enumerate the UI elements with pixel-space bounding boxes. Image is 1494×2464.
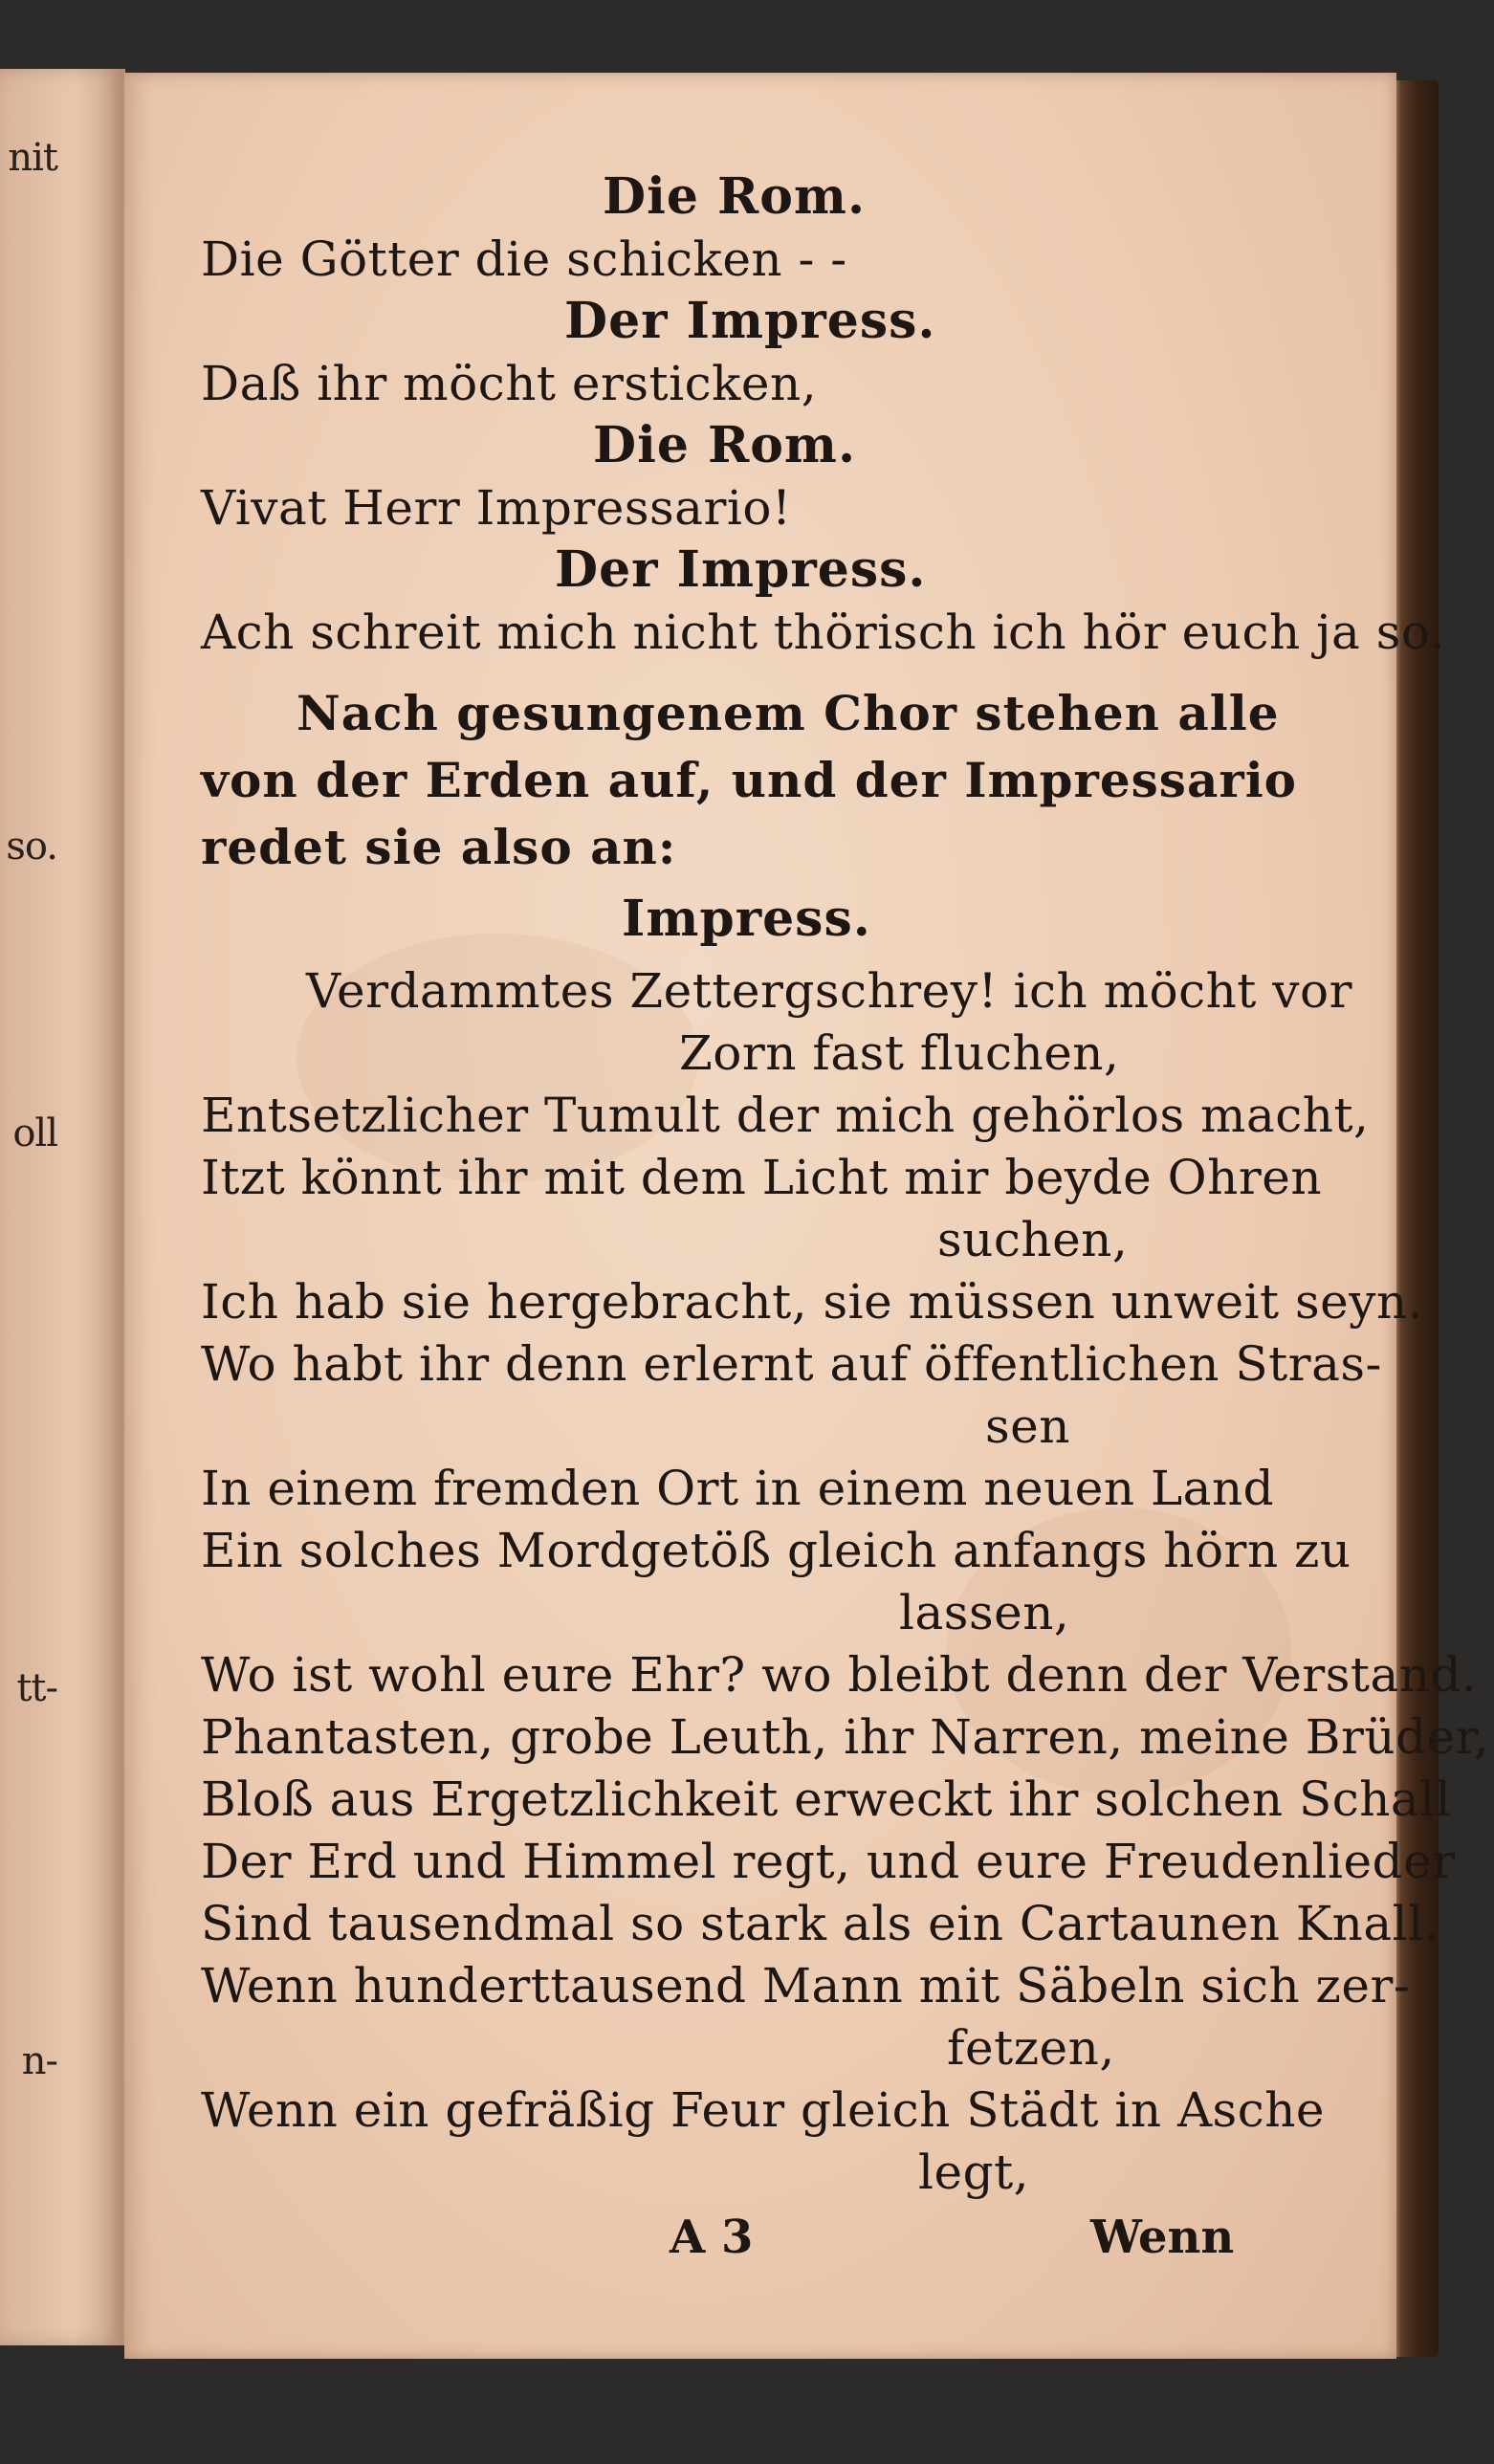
verse-line: Ein solches Mordgetöß gleich anfangs hörn zu xyxy=(201,1523,1351,1578)
verse-line: Sind tausendmal so stark als ein Cartaunen Knall. xyxy=(201,1896,1440,1951)
verse-line: Ach schreit mich nicht thörisch ich hör euch ja so. xyxy=(201,605,1446,660)
verse-line: Itzt könnt ihr mit dem Licht mir beyde Ohren xyxy=(201,1150,1323,1205)
verse-line: Vivat Herr Impressario! xyxy=(201,480,792,536)
verse-line: Bloß aus Ergetzlichkeit erweckt ihr solchen Schall xyxy=(201,1771,1452,1827)
verse-line: Wo habt ihr denn erlernt auf öffentlichen Stras- xyxy=(201,1336,1382,1392)
speaker-label: Der Impress. xyxy=(564,292,936,350)
verse-line-continuation: Zorn fast fluchen, xyxy=(679,1025,1120,1081)
left-page-fragment: nit xyxy=(8,136,57,180)
verse-line: Wenn ein gefräßig Feur gleich Städt in Asche xyxy=(201,2082,1326,2138)
verse-line: Verdammtes Zettergschrey! ich möcht vor xyxy=(306,963,1353,1019)
verse-line: In einem fremden Ort in einem neuen Land xyxy=(201,1461,1275,1516)
left-page-fragment: so. xyxy=(6,825,57,869)
stage-direction: redet sie also an: xyxy=(201,819,677,875)
left-page-fragment: oll xyxy=(12,1111,57,1155)
verse-line: Die Götter die schicken - - xyxy=(201,231,847,287)
speaker-label: Die Rom. xyxy=(603,167,867,226)
verse-line-continuation: suchen, xyxy=(937,1212,1129,1267)
verse-line: Daß ihr möcht ersticken, xyxy=(201,356,818,411)
previous-page-edge xyxy=(0,69,125,2345)
verse-line: Der Erd und Himmel regt, und eure Freudenlieder xyxy=(201,1834,1456,1889)
book-page xyxy=(124,73,1490,2359)
speaker-label: Der Impress. xyxy=(555,540,927,599)
verse-line: Wo ist wohl eure Ehr? wo bleibt denn der Verstand. xyxy=(201,1647,1478,1703)
verse-line-continuation: legt, xyxy=(918,2145,1030,2200)
stage-direction: von der Erden auf, und der Impressario xyxy=(201,752,1298,808)
verse-line-continuation: lassen, xyxy=(899,1585,1070,1640)
catchword: Wenn xyxy=(1090,2211,1235,2264)
verse-line: Entsetzlicher Tumult der mich gehörlos macht, xyxy=(201,1088,1370,1143)
verse-line-continuation: fetzen, xyxy=(947,2020,1115,2076)
signature-mark: A 3 xyxy=(670,2211,754,2264)
page-text xyxy=(124,73,1490,2359)
verse-line-continuation: sen xyxy=(985,1398,1070,1454)
speaker-label: Die Rom. xyxy=(593,416,857,474)
verse-line: Wenn hunderttausend Mann mit Säbeln sich zer- xyxy=(201,1958,1411,2013)
left-page-fragment: tt- xyxy=(16,1666,57,1710)
left-page-fragment: n- xyxy=(21,2039,57,2083)
verse-line: Phantasten, grobe Leuth, ihr Narren, meine Brüder, xyxy=(201,1709,1490,1765)
speaker-label: Impress. xyxy=(622,890,871,948)
stage-direction: Nach gesungenem Chor stehen alle xyxy=(297,685,1280,741)
verse-line: Ich hab sie hergebracht, sie müssen unweit seyn. xyxy=(201,1274,1424,1330)
